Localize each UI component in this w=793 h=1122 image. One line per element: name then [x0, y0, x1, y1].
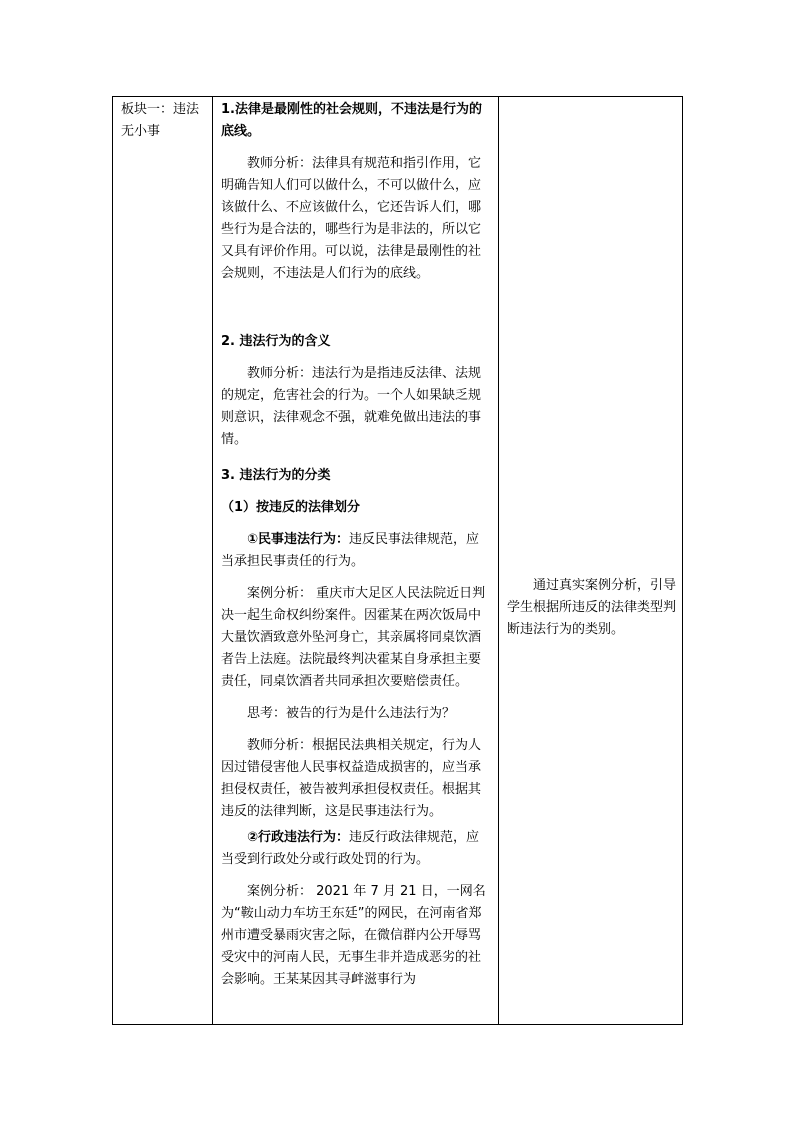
teacher-analysis-1: 教师分析：法律具有规范和指引作用，它明确告知人们可以做什么，不可以做什么，应该做什么、不应该做什么，它还告诉人们，哪些行为是合法的，哪些行为是非法的，所以它又具有评价作用。可以说，法律是最刚性的社会规则，不违法是人们行为的底线。	[221, 156, 482, 281]
section-label: 板块一：违法无小事	[121, 102, 200, 139]
civil-violation-label: ①民事违法行为：	[247, 532, 350, 547]
case-analysis-2: 案例分析： 2021 年 7 月 21 日，一网名为“鞍山动力车坊王东廷”的网民，在河南省郑州市遭受暴雨灾害之际，在微信群内公开辱骂受灾中的河南人民，无事生非并造成恶劣的社会影响。王某某因其寻衅滋事行为	[221, 884, 486, 987]
case-analysis-1: 案例分析： 重庆市大足区人民法院近日判决一起生命权纠纷案件。因霍某在两次饭局中大量饮酒致意外坠河身亡，其亲属将同桌饮酒者告上法庭。法院最终判决霍某自身承担主要责任，同桌饮酒者共同承担次要赔偿责任。	[221, 586, 486, 689]
section-cell	[113, 97, 213, 1025]
civil-violation-definition	[221, 529, 492, 573]
admin-violation-label: ②行政违法行为：	[247, 830, 350, 845]
lesson-table	[112, 96, 683, 1025]
teacher-analysis-3: 教师分析：根据民法典相关规定，行为人因过错侵害他人民事权益造成损害的，应当承担侵权责任，被告被判承担侵权责任。根据其违反的法律判断，这是民事违法行为。	[221, 738, 482, 819]
design-intent-cell	[499, 97, 683, 1025]
subheading-classification: （1）按违反的法律划分	[221, 500, 361, 515]
content-cell	[213, 97, 499, 1025]
admin-violation-definition	[221, 827, 492, 871]
teacher-analysis-2: 教师分析：违法行为是指违反法律、法规的规定，危害社会的行为。一个人如果缺乏规则意识，法律观念不强，就难免做出违法的事情。	[221, 366, 482, 447]
think-question: 思考：被告的行为是什么违法行为？	[247, 706, 456, 721]
civil-violation-text: 违反民事法律规范，应当承担民事责任的行为。	[221, 532, 480, 569]
admin-violation-text: 违反行政法律规范，应当受到行政处分或行政处罚的行为。	[221, 830, 480, 867]
design-intent-text: 通过真实案例分析，引导学生根据所违反的法律类型判断违法行为的类别。	[507, 577, 677, 637]
table-row	[113, 97, 683, 1025]
heading-3: 3. 违法行为的分类	[221, 468, 331, 483]
heading-1: 1.法律是最刚性的社会规则，不违法是行为的底线。	[221, 102, 482, 139]
heading-2: 2. 违法行为的含义	[221, 334, 331, 349]
